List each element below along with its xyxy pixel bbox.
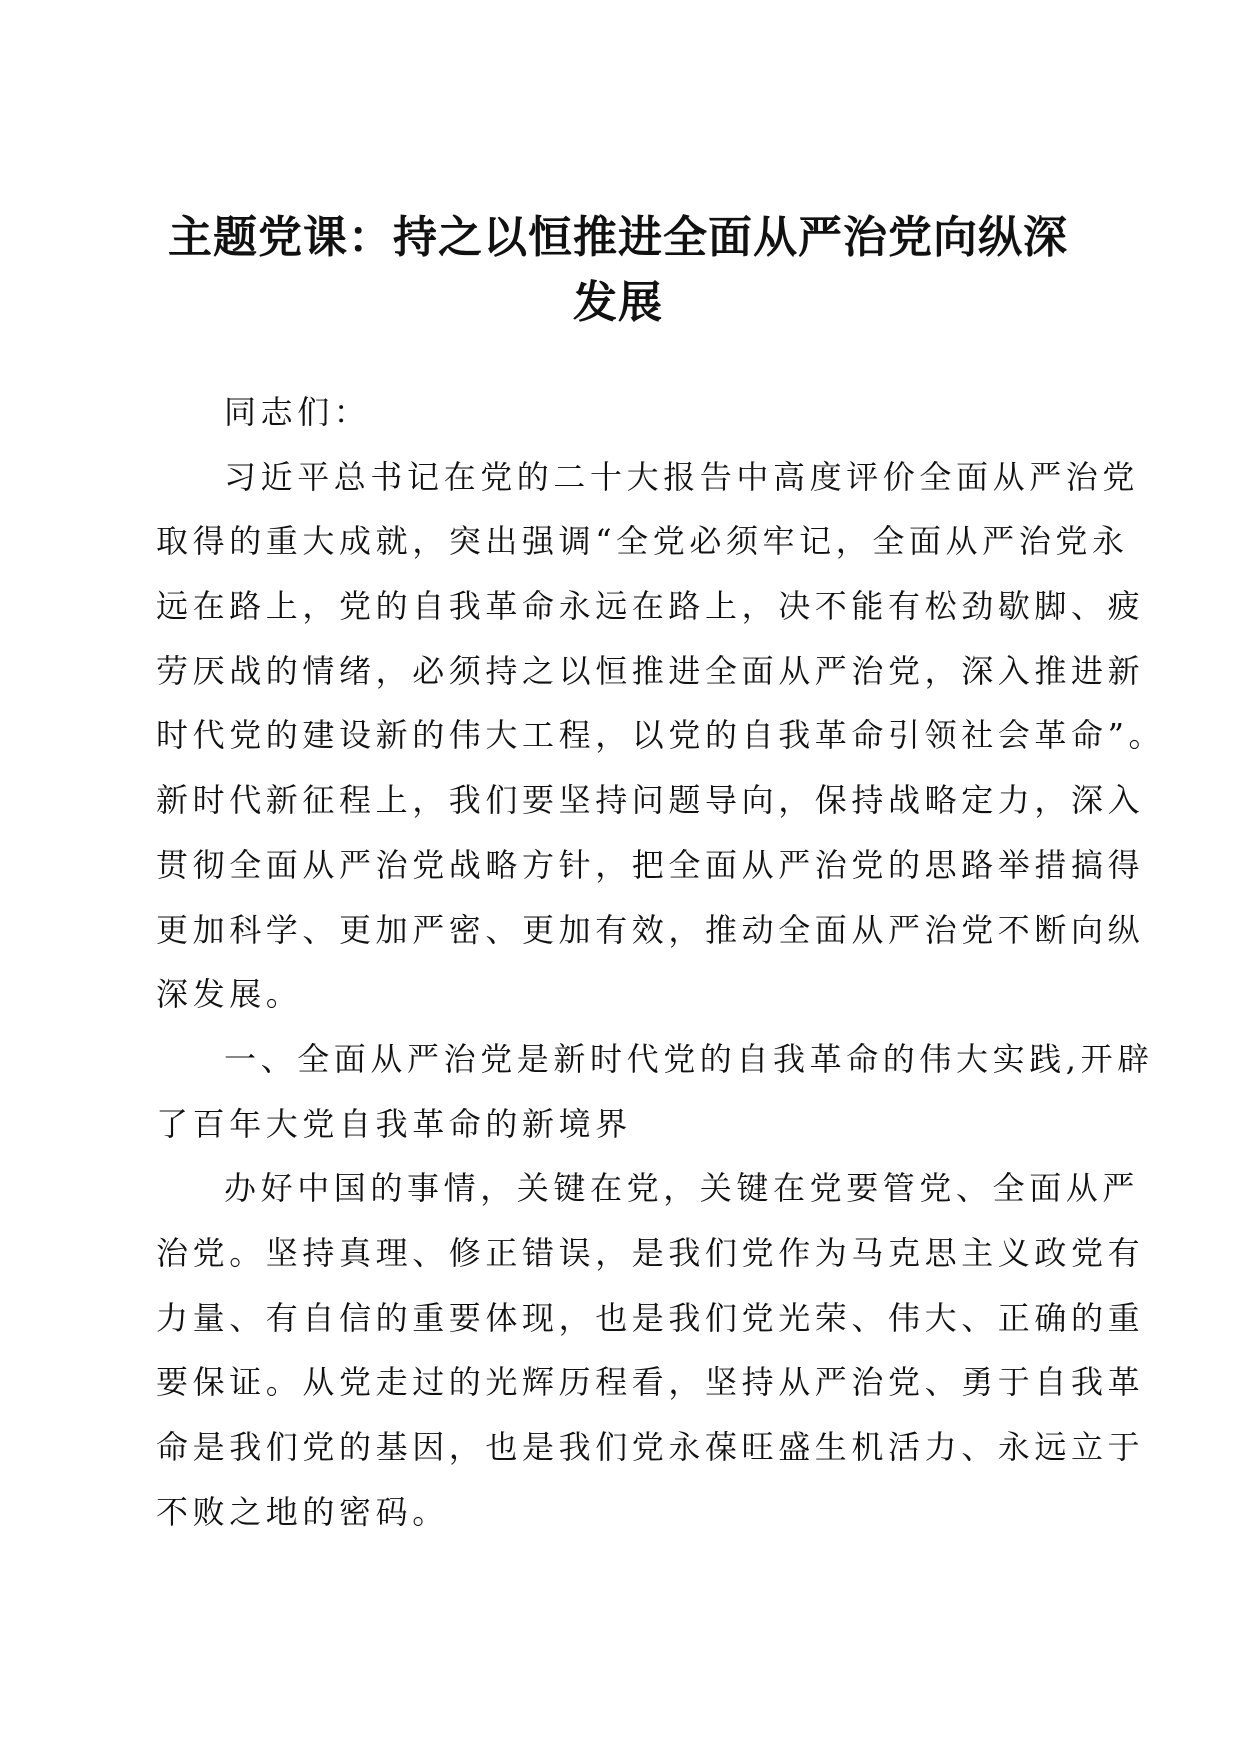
text-line: 要保证。从党走过的光辉历程看，坚持从严治党、勇于自我革	[156, 1363, 1145, 1402]
text-line: 新时代新征程上，我们要坚持问题导向，保持战略定力，深入	[156, 781, 1145, 820]
paragraph-intro	[156, 445, 1166, 1027]
text-line: 时代党的建设新的伟大工程，以党的自我革命引领社会革命”。	[156, 716, 1166, 755]
title-line: 主题党课：持之以恒推进全面从严治党向纵深	[168, 212, 1068, 263]
text-line: 办好中国的事情，关键在党，关键在党要管党、全面从严	[224, 1169, 1140, 1208]
title-line: 发展	[573, 277, 663, 328]
paragraph-section-1	[156, 1156, 1145, 1544]
paragraph-salutation	[156, 380, 1086, 445]
text-line: 命是我们党的基因，也是我们党永葆旺盛生机活力、永远立于	[156, 1428, 1145, 1466]
text-line: 了百年大党自我革命的新境界	[156, 1104, 632, 1143]
section-heading-1	[156, 1027, 1154, 1156]
document-title	[150, 205, 1086, 335]
text-line: 习近平总书记在党的二十大报告中高度评价全面从严治党	[224, 457, 1140, 496]
text-line: 治党。坚持真理、修正错误，是我们党作为马克思主义政党有	[156, 1233, 1145, 1272]
text-line: 取得的重大成就，突出强调“全党必须牢记，全面从严治党永	[156, 522, 1129, 561]
text-line: 深发展。	[156, 975, 303, 1014]
text-line: 不败之地的密码。	[156, 1492, 449, 1531]
text-line: 同志们：	[224, 393, 371, 431]
text-line: 贯彻全面从严治党战略方针，把全面从严治党的思路举措搞得	[156, 845, 1145, 884]
text-line: 一、全面从严治党是新时代党的自我革命的伟大实践,开辟	[224, 1039, 1154, 1078]
text-line: 远在路上，党的自我革命永远在路上，决不能有松劲歇脚、疲	[156, 587, 1145, 626]
text-line: 更加科学、更加严密、更加有效，推动全面从严治党不断向纵	[156, 910, 1145, 949]
text-line: 劳厌战的情绪，必须持之以恒推进全面从严治党，深入推进新	[156, 651, 1145, 690]
document-body	[156, 380, 1166, 1544]
text-line: 力量、有自信的重要体现，也是我们党光荣、伟大、正确的重	[156, 1298, 1145, 1337]
